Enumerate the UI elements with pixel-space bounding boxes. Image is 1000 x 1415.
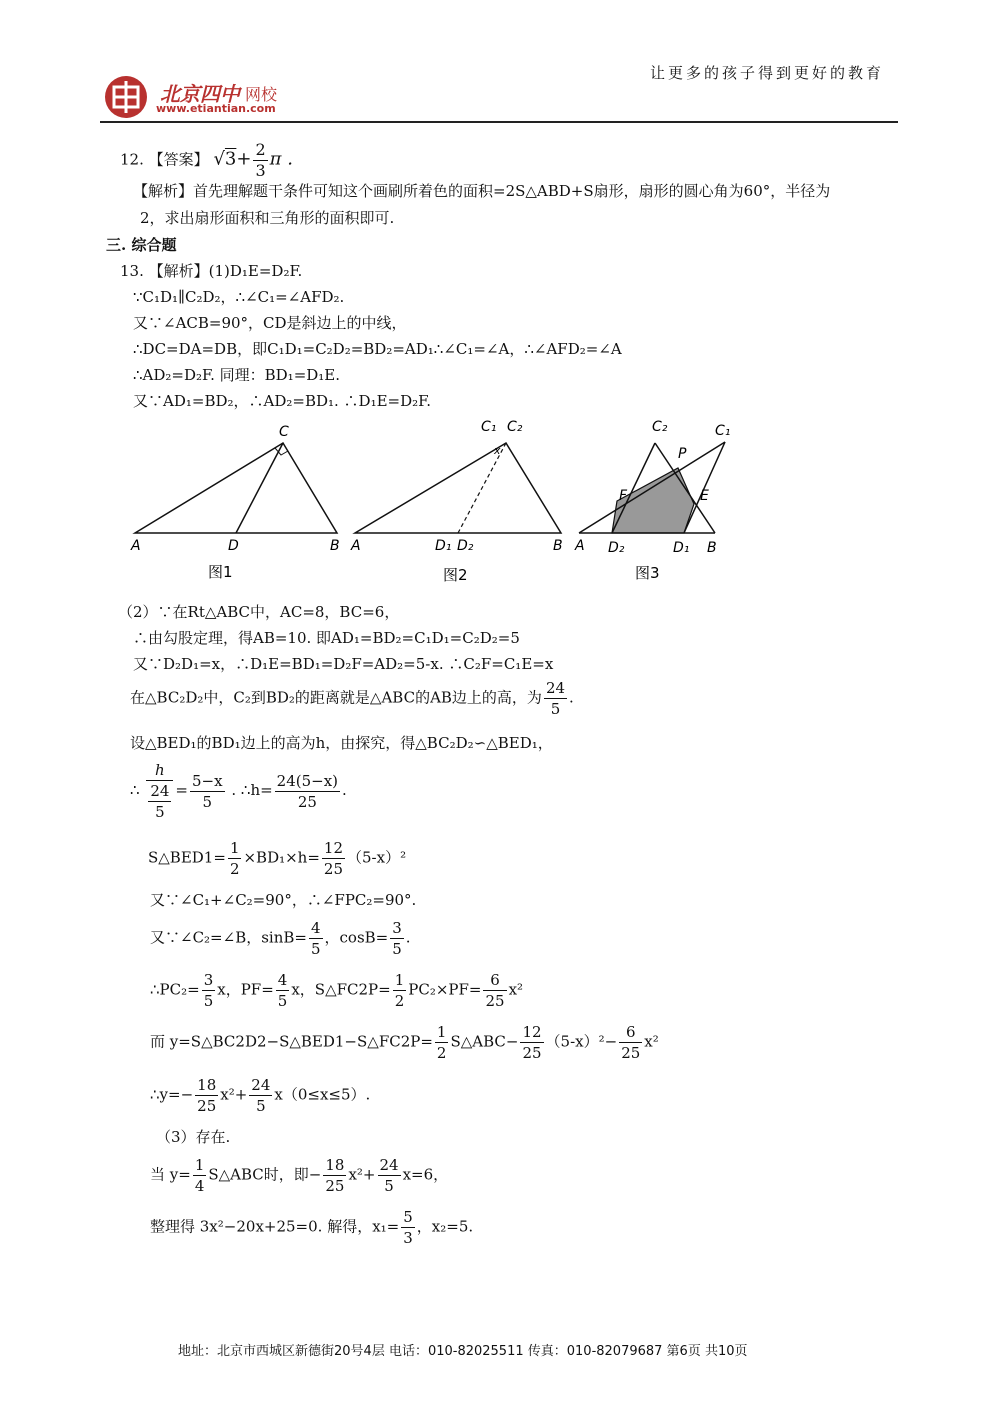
section-heading: 三. 综合题 [106,236,177,254]
q13-line3: 又∵∠ACB=90°，CD是斜边上的中线， [133,314,407,332]
q13-p2-line7: S△BED1= $\frac{1}{2}$ ×BD₁×h= $\frac{12}{25}$ （5-x）² [148,839,407,878]
q13-p2-line6: ∴ $\frac{h}{\frac{24}{5}}$ = $\frac{5-x}{5}$ . ∴h= $\frac{24(5-x)}{25}$ . [130,761,347,821]
q13-line5: ∴AD₂=D₂F. 同理：BD₁=D₁E. [133,366,341,384]
q13-p2-line10: ∴PC₂= $\frac{3}{5}$ x，PF= $\frac{4}{5}$ x，S△FC2P= $\frac{1}{2}$ PC₂×PF= $\frac{6}{25}$ x² [150,971,524,1010]
fig2-label-x: x [494,444,501,457]
fig2-label-d1: D₁ [435,538,452,554]
q13-p2-line9: 又∵∠C₂=∠B，sinB= $\frac{4}{5}$ ，cosB= $\frac{3}{5}$ . [150,919,411,958]
q13-p3-line1: （3）存在. [156,1128,231,1146]
fig2-label-d2: D₂ [457,538,474,554]
fig2-label-c2: C₂ [507,419,523,435]
q12-analysis-line2: 2，求出扇形面积和三角形的面积即可. [140,209,395,227]
figure-1 [130,424,340,581]
q13-line1: 13. 【解析】(1)D₁E=D₂F. [120,262,303,280]
figure-2 [350,419,563,584]
q13-p2-line3: 又∵D₂D₁=x，∴D₁E=BD₁=D₂F=AD₂=5-x. ∴C₂F=C₁E=x [133,655,554,673]
sqrt-sign: √3 [213,148,237,170]
header-divider [100,121,898,123]
q13-p3-line3: 整理得 3x²−20x+25=0. 解得，x₁= $\frac{5}{3}$ ，x₂=5. [150,1208,474,1247]
q12-analysis-line1: 【解析】首先理解题干条件可知这个画刷所着色的面积=2S△ABD+S扇形，扇形的圆心角为60°，半径为 [133,182,831,200]
q13-line2: ∵C₁D₁∥C₂D₂，∴∠C₁=∠AFD₂. [133,288,345,306]
fig3-label-d2: D₂ [608,540,625,556]
q13-p2-line4: 在△BC₂D₂中，C₂到BD₂的距离就是△ABC的AB边上的高，为 $\frac{24}{5}$ . [130,679,574,718]
logo-emblem-icon [100,73,156,121]
header-slogan: 让更多的孩子得到更好的教育 [650,64,885,82]
q13-line6: 又∵AD₁=BD₂，∴AD₂=BD₁. ∴D₁E=D₂F. [133,392,431,410]
q13-line4: ∴DC=DA=DB，即C₁D₁=C₂D₂=BD₂=AD₁∴∠C₁=∠A，∴∠AFD₂=∠A [133,340,622,358]
fig3-label-b: B [707,540,717,556]
fig3-label-c2: C₂ [652,419,668,435]
fig3-label-p: P [678,446,687,462]
q13-p2-line8: 又∵∠C₁+∠C₂=90°，∴∠FPC₂=90°. [150,891,417,909]
fig3-label-a: A [575,538,585,554]
fig3-label-f: F [619,488,628,504]
fig1-label-a: A [131,538,141,554]
fig2-label-a: A [351,538,361,554]
fig2-caption: 图2 [443,566,468,584]
logo-url: www.etiantian.com [156,102,276,115]
figures-panel [125,415,745,590]
logo-brand-suffix: 网校 [245,85,278,104]
q12-answer-tag: 【答案】 [148,150,209,169]
q13-p2-line12: ∴y=− $\frac{18}{25}$ x²+ $\frac{24}{5}$ x（0≤x≤5）. [150,1076,371,1115]
footer: 地址：北京市西城区新德街20号4层 电话：010-82025511 传真：010-82079687 第6页 共10页 [178,1344,748,1359]
q13-p2-line11: 而 y=S△BC2D2−S△BED1−S△FC2P= $\frac{1}{2}$ S△ABC− $\frac{12}{25}$ （5-x）²− $\frac{6}{25}$ x² [150,1023,659,1062]
fig3-label-d1: D₁ [673,540,690,556]
fig3-label-e: E [700,488,709,504]
q12-answer: 12. 【答案】 √3+ $\frac{2}{3}$ π . [120,140,293,180]
q13-p2-line1: （2）∵在Rt△ABC中，AC=8，BC=6， [118,603,400,621]
q13-p2-line2: ∴由勾股定理，得AB=10. 即AD₁=BD₂=C₁D₁=C₂D₂=5 [133,629,520,647]
q13-p3-line2: 当 y= $\frac{1}{4}$ S△ABC时，即− $\frac{18}{25}$ x²+ $\frac{24}{5}$ x=6， [150,1156,449,1195]
q12-number: 12. [120,150,144,169]
fig2-label-c1: C₁ [481,419,497,435]
logo-brand: 北京四中 [160,82,240,106]
fig3-caption: 图3 [635,564,660,582]
figure-3 [574,419,730,582]
fig3-label-c1: C₁ [715,423,731,439]
fig1-label-c: C [279,424,289,440]
fig2-label-b: B [553,538,563,554]
fig1-label-d: D [228,538,239,554]
q13-p2-line5: 设△BED₁的BD₁边上的高为h，由探究，得△BC₂D₂∽△BED₁， [130,734,553,752]
fig1-label-b: B [330,538,340,554]
fig1-caption: 图1 [208,563,233,581]
